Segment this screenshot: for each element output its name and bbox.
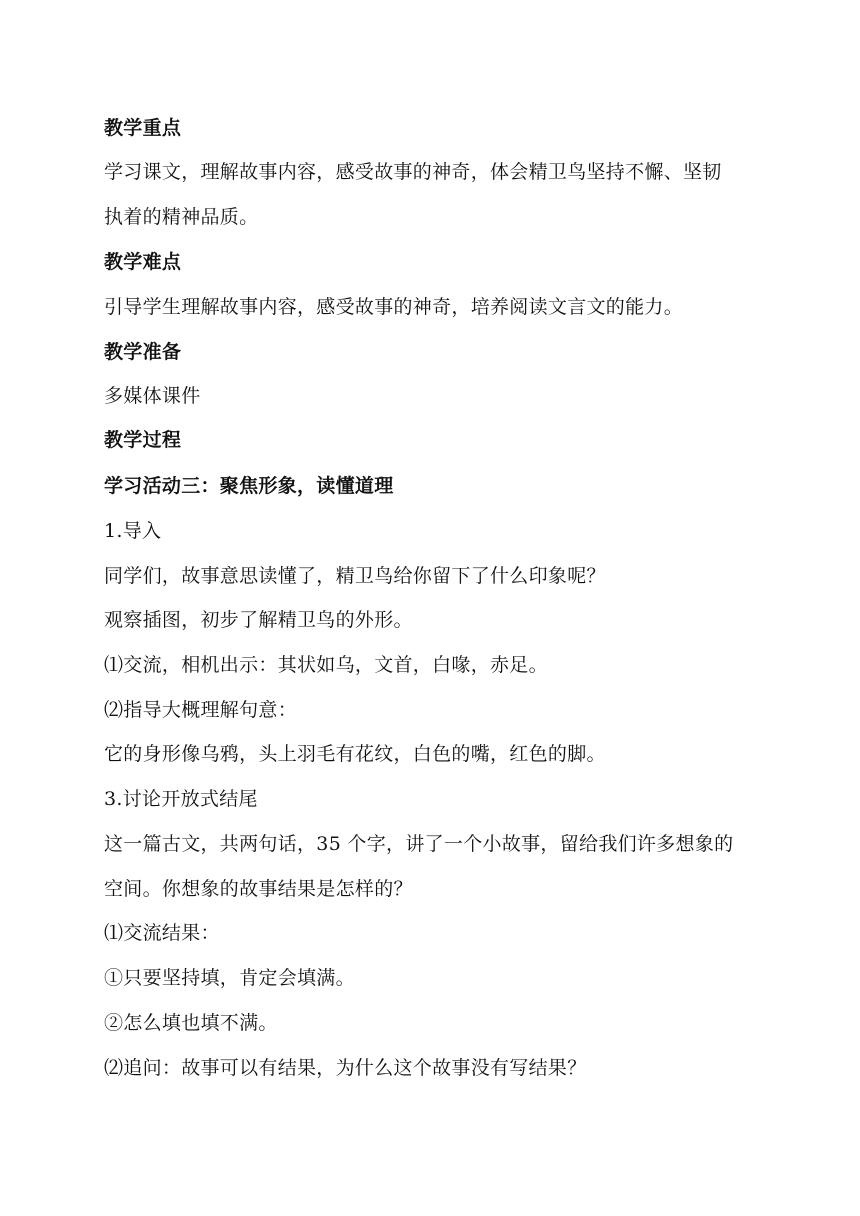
step-1-question: 同学们，故事意思读懂了，精卫鸟给你留下了什么印象呢？ bbox=[104, 565, 606, 587]
step-3-result-2: ②怎么填也填不满。 bbox=[104, 1012, 278, 1034]
step-1-title: 1.导入 bbox=[104, 520, 162, 542]
step-1-item-2: ⑵指导大概理解句意： bbox=[104, 699, 298, 721]
step-1-observe: 观察插图，初步了解精卫鸟的外形。 bbox=[104, 609, 413, 631]
teaching-process-heading: 教学过程 bbox=[104, 429, 182, 451]
teaching-difficulty-heading: 教学难点 bbox=[104, 251, 182, 273]
learning-activity-heading: 学习活动三：聚焦形象，读懂道理 bbox=[104, 475, 394, 497]
step-3-item-1: ⑴交流结果： bbox=[104, 922, 220, 944]
teaching-focus-text-continued: 执着的精神品质。 bbox=[104, 206, 259, 228]
teaching-focus-text: 学习课文，理解故事内容，感受故事的神奇，体会精卫鸟坚持不懈、坚韧 bbox=[104, 161, 722, 183]
step-3-title: 3.讨论开放式结尾 bbox=[104, 788, 258, 810]
step-1-explanation: 它的身形像乌鸦，头上羽毛有花纹，白色的嘴，红色的脚。 bbox=[104, 743, 606, 765]
step-3-text: 这一篇古文，共两句话，35 个字，讲了一个小故事，留给我们许多想象的 bbox=[104, 833, 734, 855]
teaching-difficulty-text: 引导学生理解故事内容，感受故事的神奇，培养阅读文言文的能力。 bbox=[104, 296, 684, 318]
teaching-preparation-text: 多媒体课件 bbox=[104, 385, 201, 407]
step-3-text-continued: 空间。你想象的故事结果是怎样的？ bbox=[104, 878, 413, 900]
teaching-preparation-heading: 教学准备 bbox=[104, 341, 182, 363]
step-3-item-2: ⑵追问：故事可以有结果，为什么这个故事没有写结果？ bbox=[104, 1057, 587, 1079]
step-3-result-1: ①只要坚持填，肯定会填满。 bbox=[104, 967, 355, 989]
teaching-focus-heading: 教学重点 bbox=[104, 117, 182, 139]
step-1-item-1: ⑴交流，相机出示：其状如乌，文首，白喙，赤足。 bbox=[104, 654, 548, 676]
